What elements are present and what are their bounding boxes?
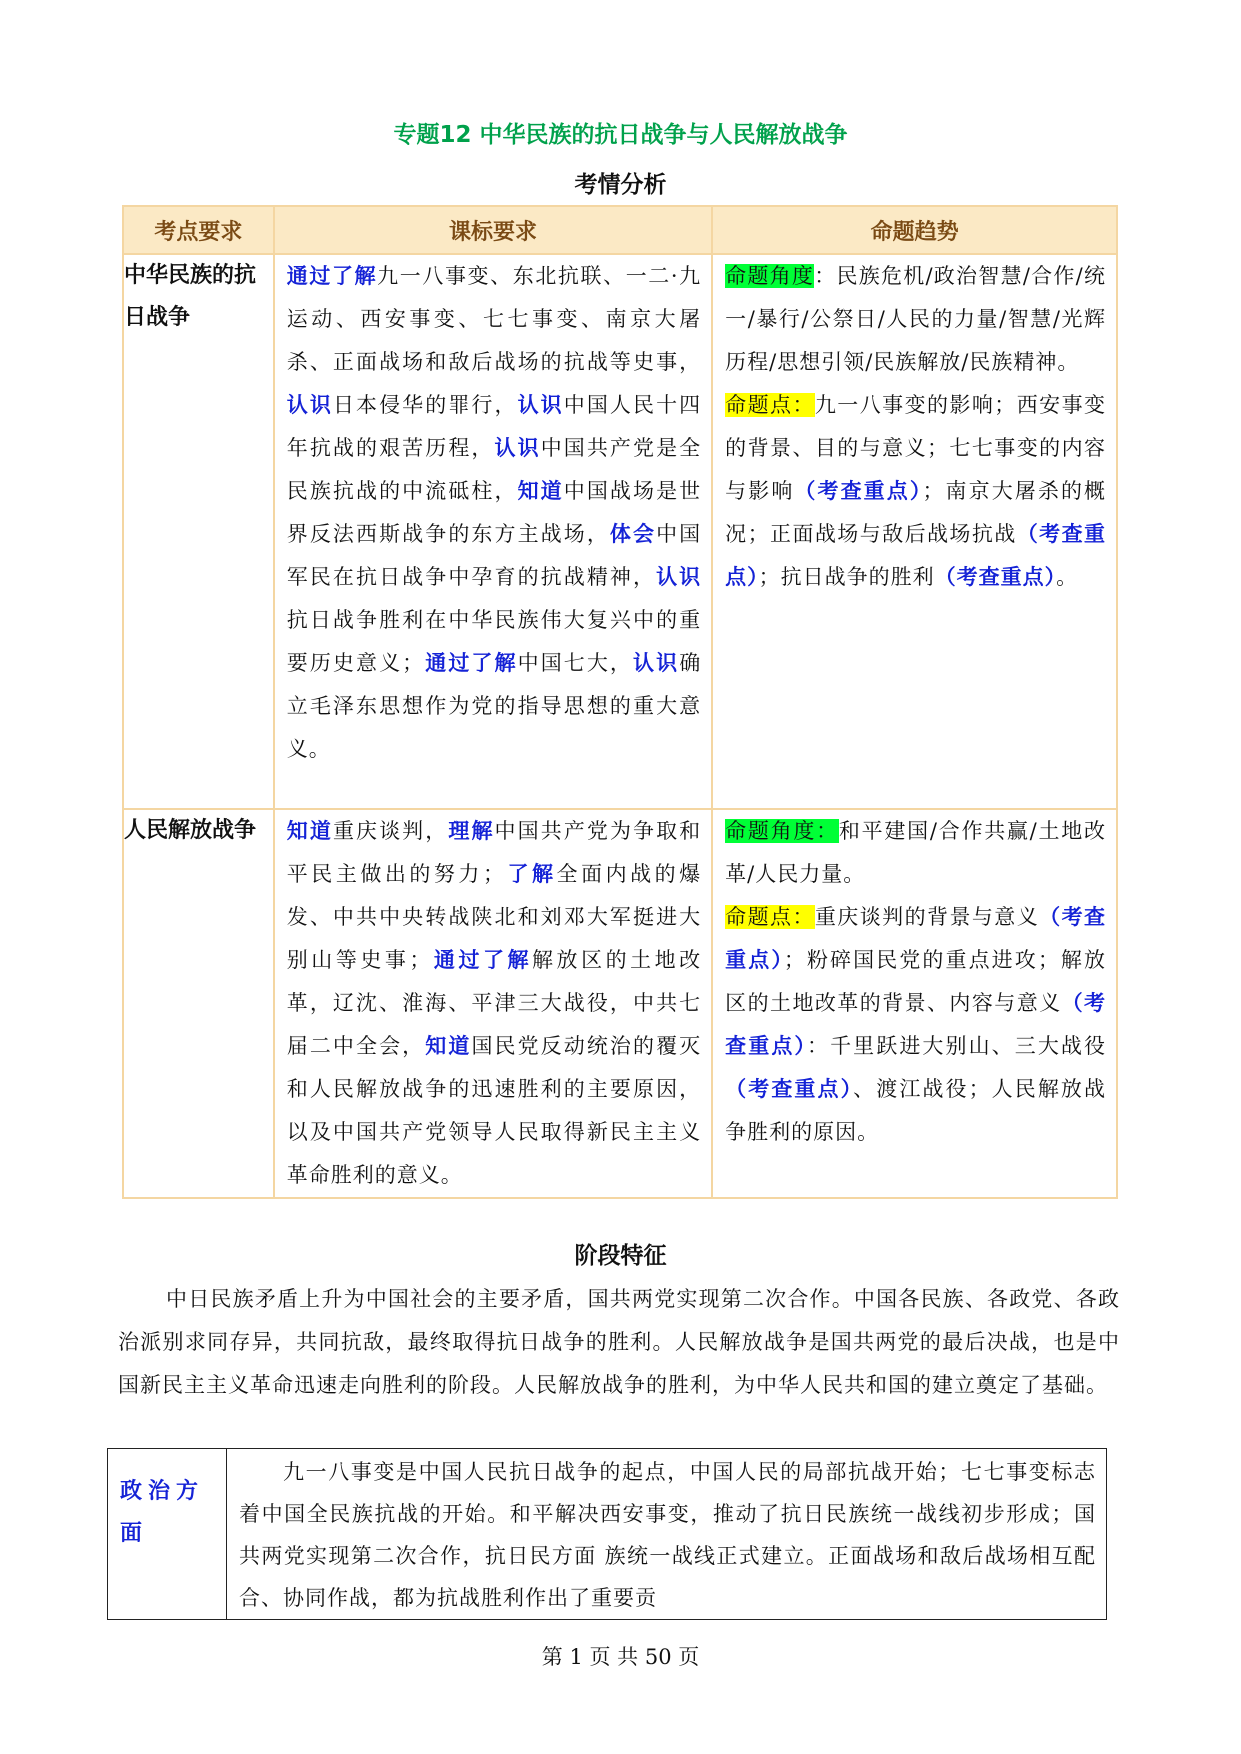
analysis-table-header-row — [123, 206, 1117, 254]
text-run: 中国战场是世界反法西斯战争的东方主战场， — [286, 479, 702, 546]
point-text — [725, 393, 1106, 589]
requirement-cell — [274, 809, 712, 1198]
text-run: 解放区的土地改革，辽沈、淮海、平津三大战役，中共七届二中全会， — [286, 948, 702, 1058]
keyword: 认识 — [656, 565, 702, 589]
requirement-text — [275, 810, 711, 1197]
text-run: 国民党反动统治的覆灭和人民解放战争的迅速胜利的主要原因，以及中国共产党领导人民取得新民主主义革命胜利的意义。 — [286, 1034, 702, 1187]
keyword: 认识 — [494, 436, 541, 460]
header-exam-points: 考点要求 — [123, 206, 274, 254]
text-run: 九一八事变、东北抗联、一二·九运动、西安事变、七七事变、南京大屠杀、正面战场和敌后战场的抗战等史事， — [286, 264, 702, 374]
text-run: 中国共产党是全民族抗战的中流砥柱， — [286, 436, 702, 503]
text-run: 九一八事变的影响；西安事变的背景、目的与意义；七七事变的内容与影响 — [725, 393, 1107, 503]
angle-label: 命题角度 — [725, 264, 815, 288]
text-run: 日本侵华的罪行， — [332, 393, 518, 417]
trend-text — [713, 810, 1116, 1154]
text-run: 中国共产党为争取和平民主做出的努力； — [286, 819, 702, 886]
keyword: 体会 — [609, 522, 657, 546]
keyword: 认识 — [517, 393, 564, 417]
analysis-table — [122, 205, 1118, 1199]
text-run: 重庆谈判， — [332, 819, 449, 843]
keyword: 了解 — [504, 862, 557, 886]
text-run: 中国军民在抗日战争中孕育的抗战精神， — [286, 522, 702, 589]
keyword: （考查重点） — [725, 1077, 854, 1101]
text-run: 。 — [1056, 565, 1079, 589]
point-label: 命题点： — [725, 905, 815, 929]
document-title: 专题12 中华民族的抗日战争与人民解放战争 — [393, 122, 848, 148]
keyword: （考查重点） — [725, 991, 1107, 1058]
keyword: （考查重点） — [794, 479, 923, 503]
angle-text: ：民族危机/政治智慧/合作/统一/暴行/公祭日/人民的力量/智慧/光辉历程/思想引领/民族解放/民族精神。 — [725, 264, 1106, 374]
keyword: 知道 — [425, 1034, 472, 1058]
text-run: 中国七大， — [517, 651, 634, 675]
text-run: ；粉碎国民党的重点进攻；解放区的土地改革的背景、内容与意义 — [725, 948, 1107, 1015]
text-run: 全面内战的爆发、中共中央转战陕北和刘邓大军挺进大别山等史事； — [286, 862, 702, 972]
keyword: （考查重点） — [934, 565, 1057, 589]
keyword: （考查重点） — [725, 522, 1107, 589]
text-run: 抗日战争胜利在中华民族伟大复兴中的重要历史意义； — [286, 608, 702, 675]
trend-text — [713, 255, 1116, 599]
page-number: 第 1 页 共 50 页 — [541, 1645, 700, 1669]
keyword: 通过了解 — [286, 264, 378, 288]
angle-label: 命题角度： — [725, 819, 839, 843]
stage-heading: 阶段特征 — [574, 1243, 667, 1269]
aspect-label: 政治方面 — [108, 1449, 227, 1620]
point-text — [725, 905, 1106, 1144]
keyword: 理解 — [448, 819, 495, 843]
stage-table — [107, 1448, 1107, 1620]
category-cell: 中华民族的抗日战争 — [123, 254, 274, 809]
keyword: 通过了解 — [431, 948, 533, 972]
text-run: 确立毛泽东思想作为党的指导思想的重大意义。 — [286, 651, 702, 761]
requirement-text — [275, 255, 711, 771]
keyword: （考查重点） — [725, 905, 1107, 972]
text-run: 中国人民十四年抗战的艰苦历程， — [286, 393, 702, 460]
text-run: ；抗日战争的胜利 — [758, 565, 935, 589]
analysis-heading: 考情分析 — [574, 172, 667, 198]
text-run: ：千里跃进大别山、三大战役 — [807, 1034, 1107, 1058]
requirement-cell — [274, 254, 712, 809]
keyword: 知道 — [517, 479, 564, 503]
keyword: 通过了解 — [424, 651, 518, 675]
point-label: 命题点： — [725, 393, 815, 417]
trend-cell — [712, 254, 1117, 809]
aspect-text: 九一八事变是中国人民抗日战争的起点，中国人民的局部抗战开始；七七事变标志着中国全民族抗战的开始。和平解决西安事变，推动了抗日民族统一战线初步形成；国共两党实现第二次合作，抗日民方面 族统一战线正式建立。正面战场和敌后战场相互配合、协同作战，都为抗战胜利作出了重要贡 — [227, 1449, 1107, 1620]
table-row — [108, 1449, 1107, 1620]
text-run: 重庆谈判的背景与意义 — [814, 905, 1040, 929]
keyword: 知道 — [286, 819, 333, 843]
stage-paragraph: 中日民族矛盾上升为中国社会的主要矛盾，国共两党实现第二次合作。中国各民族、各政党、各政治派别求同存异，共同抗敌，最终取得抗日战争的胜利。人民解放战争是国共两党的最后决战，也是中国新民主主义革命迅速走向胜利的阶段。人民解放战争的胜利，为中华人民共和国的建立奠定了基础。 — [118, 1287, 1120, 1397]
text-run: ；南京大屠杀的概况；正面战场与敌后战场抗战 — [725, 479, 1107, 546]
text-run: 、渡江战役；人民解放战争胜利的原因。 — [725, 1077, 1107, 1144]
category-cell: 人民解放战争 — [123, 809, 274, 1198]
header-curriculum-requirements: 课标要求 — [274, 206, 712, 254]
header-question-trends: 命题趋势 — [712, 206, 1117, 254]
trend-cell — [712, 809, 1117, 1198]
keyword: 认识 — [633, 651, 680, 675]
keyword: 认识 — [286, 393, 333, 417]
table-row — [123, 254, 1117, 809]
angle-text: 和平建国/合作共赢/土地改革/人民力量。 — [725, 819, 1106, 886]
table-row — [123, 809, 1117, 1198]
